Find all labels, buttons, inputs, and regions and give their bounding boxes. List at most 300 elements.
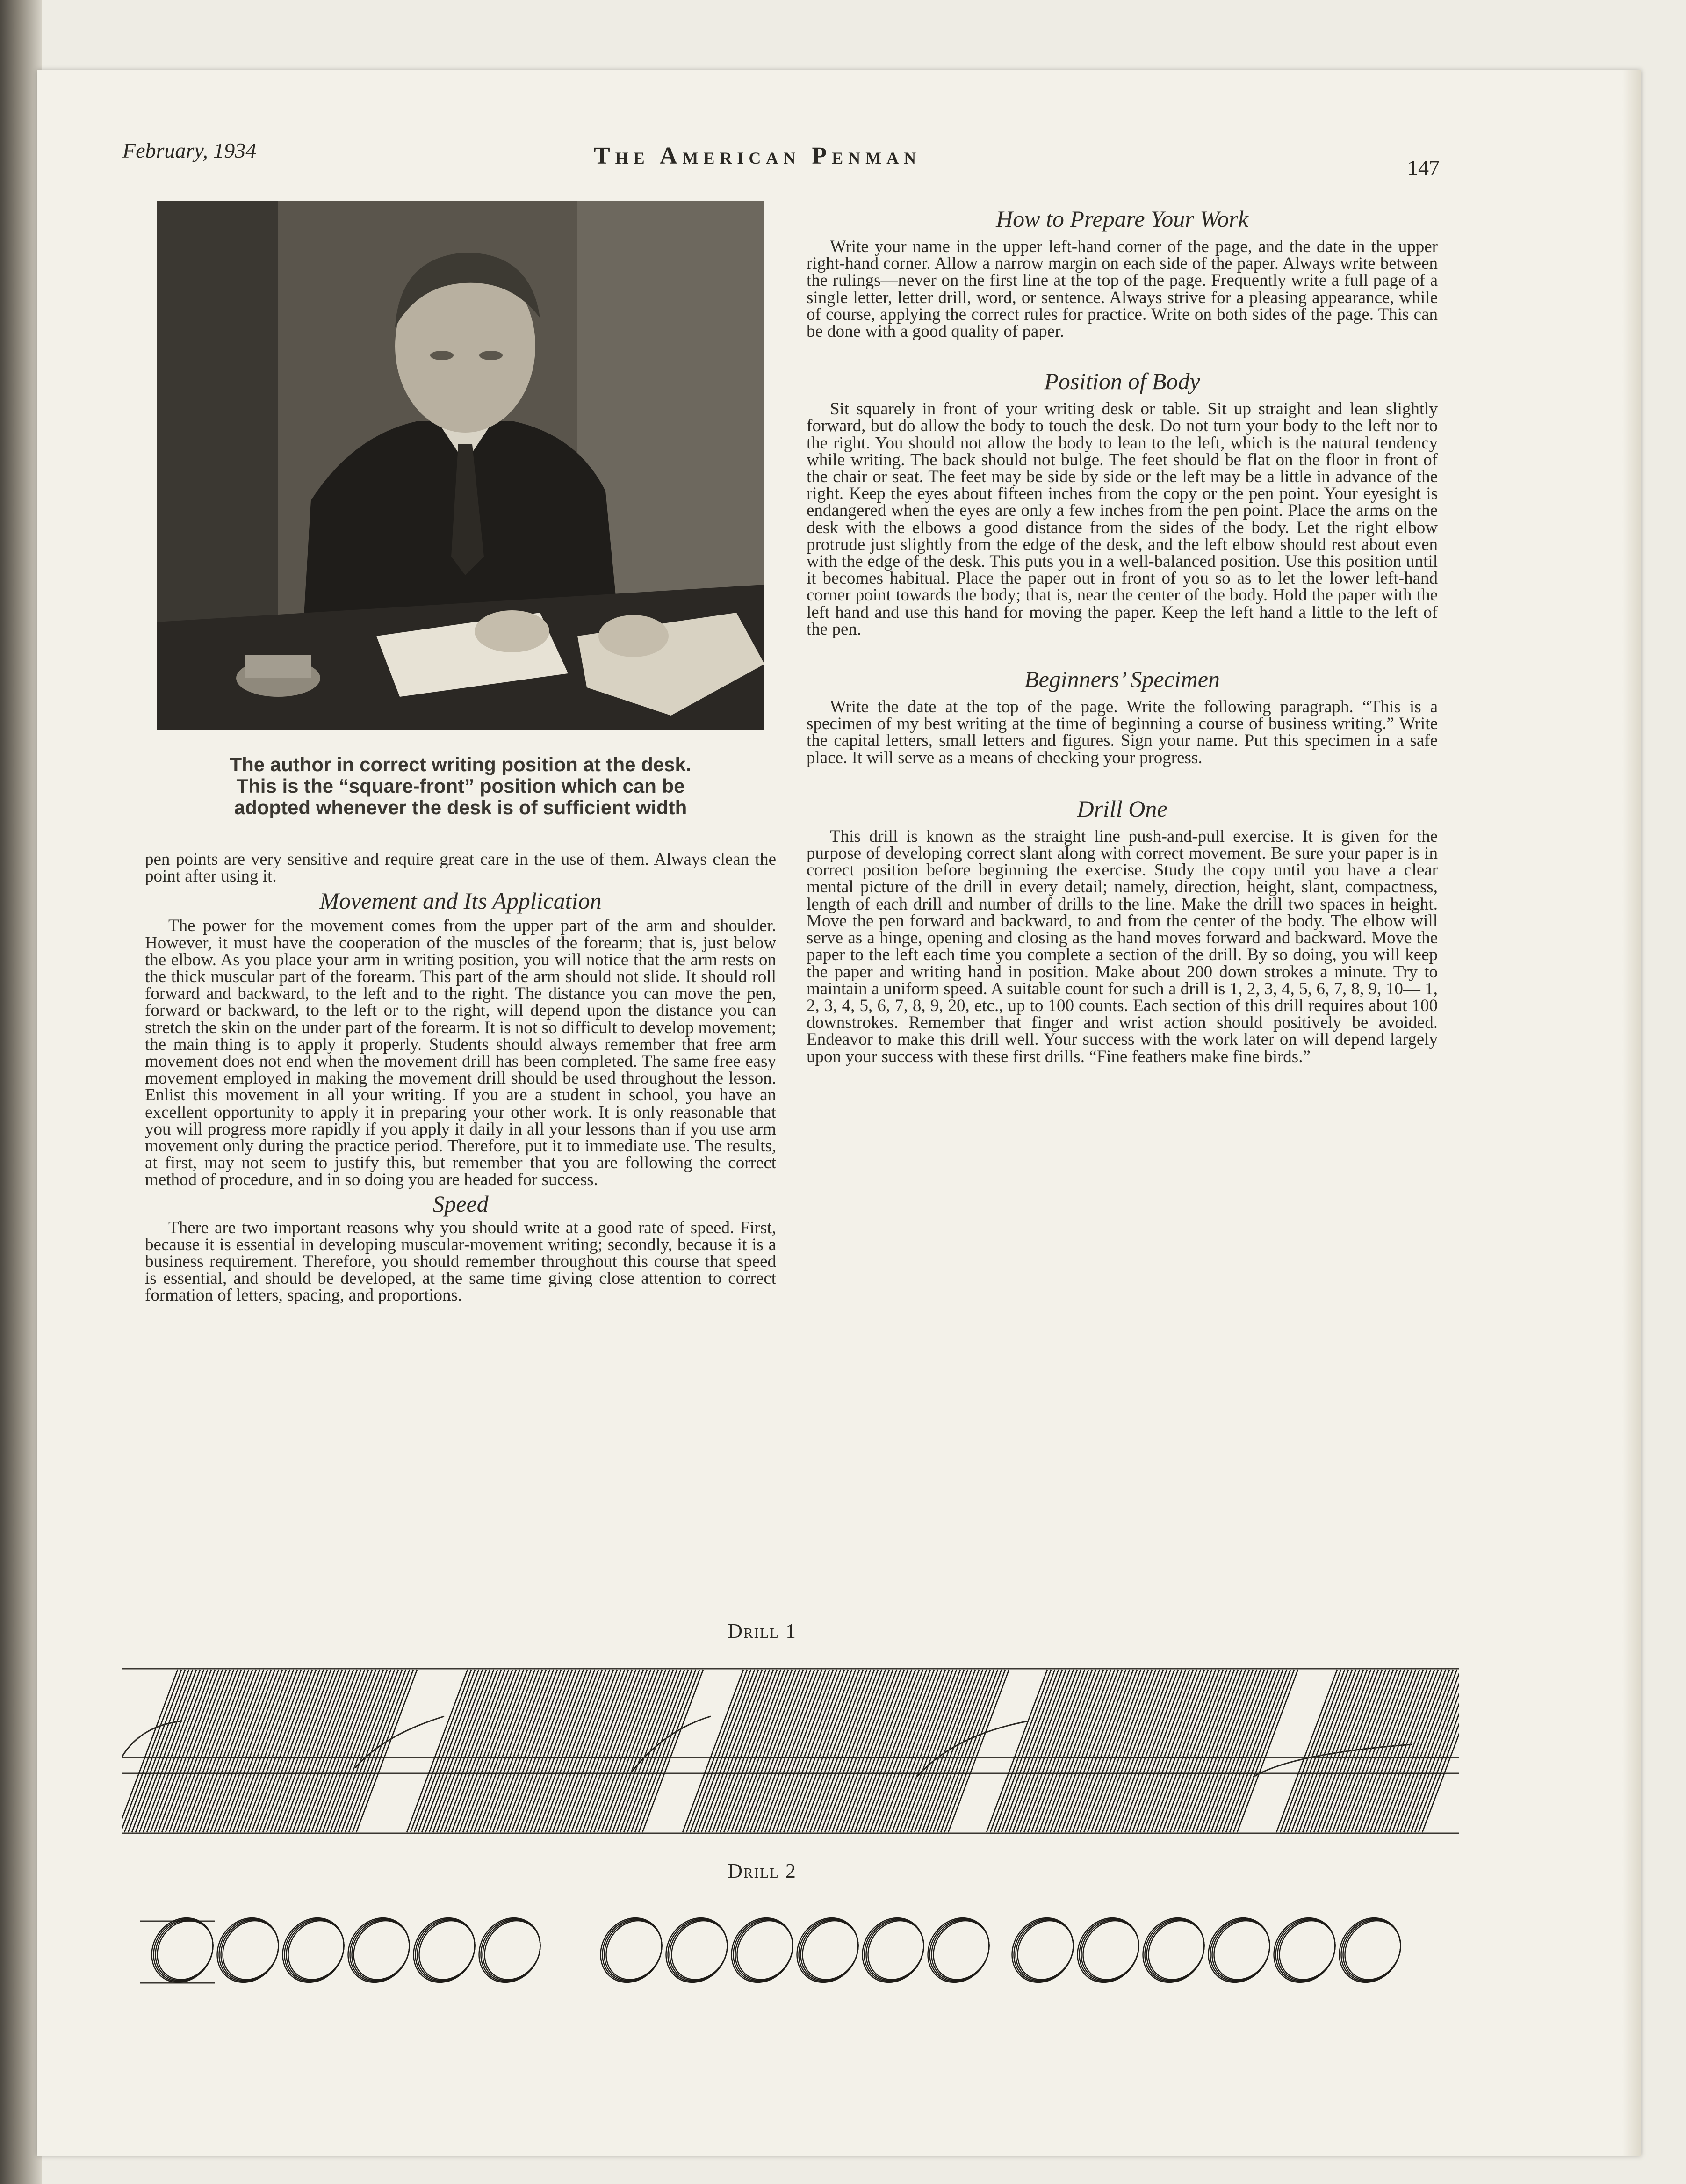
drill-stroke	[1110, 1670, 1171, 1832]
drill-stroke	[900, 1670, 960, 1832]
drill-stroke	[1005, 1670, 1066, 1832]
drill-stroke	[345, 1670, 406, 1832]
drill-stroke	[1192, 1670, 1253, 1832]
drill-stroke	[742, 1670, 803, 1832]
drill-stroke	[825, 1670, 886, 1832]
drill-stroke	[1303, 1670, 1363, 1832]
drill-stroke	[754, 1670, 814, 1832]
drill-stroke	[1211, 1670, 1272, 1832]
drill-stroke	[586, 1670, 647, 1832]
drill-stroke	[888, 1670, 949, 1832]
drill-stroke	[225, 1670, 286, 1832]
drill-stroke	[151, 1670, 211, 1832]
drill-stroke	[772, 1670, 833, 1832]
drill-stroke	[765, 1670, 826, 1832]
drill-stroke	[482, 1670, 542, 1832]
drill-stroke	[255, 1670, 316, 1832]
drill-stroke	[594, 1670, 655, 1832]
drill-oval	[1333, 1910, 1412, 1990]
drill-stroke	[136, 1670, 196, 1832]
drill-stroke	[609, 1670, 670, 1832]
drill-stroke	[478, 1670, 539, 1832]
drill-oval	[595, 1910, 673, 1990]
drill-stroke	[281, 1670, 342, 1832]
drill-stroke	[1129, 1670, 1189, 1832]
drill-stroke	[728, 1670, 788, 1832]
drill-stroke	[1144, 1670, 1204, 1832]
issue-date: February, 1934	[122, 138, 257, 162]
drill-stroke	[881, 1670, 942, 1832]
drill-stroke	[1114, 1670, 1174, 1832]
body-position-text: Sit squarely in front of your writing desk or table. Sit up straight and lean slightly forward, but do allow the body to touch the desk. Do not turn your body to the left nor to the right. You should not allow the body to lean to the left, which is the natural tendency while writing. The back should not bulge. The feet should be flat on the floor in front of the chair or seat. The feet may be side by side or the left may be a little in advance of the right. Keep the eyes about fifteen inches from the copy or the pen point. Your eyesight is endangered when the eyes are only a few inches from the pen point. Place the arms on the desk with the elbows a good distance from the sides of the body. Let the right elbow protrude just slightly from the edge of the desk, and the left elbow should rest about even with the edge of the desk. This puts you in a well-balanced position. Use this position until it becomes habitual. Place the paper out in front of you so as to let the lower left-hand corner point towards the body; that is, near the center of the body. Hold the paper with the left hand and use this hand for moving the paper. Keep the left hand a little to the left of the pen.	[807, 399, 1438, 639]
drill-stroke	[885, 1670, 945, 1832]
drill-stroke	[817, 1670, 878, 1832]
drill-stroke	[166, 1670, 226, 1832]
drill-stroke	[1080, 1670, 1141, 1832]
drill-stroke	[437, 1670, 497, 1832]
drill-stroke	[485, 1670, 546, 1832]
drill-stroke	[1084, 1670, 1145, 1832]
drill-stroke	[556, 1670, 617, 1832]
drill-stroke	[1136, 1670, 1197, 1832]
drill-stroke	[1196, 1670, 1257, 1832]
drill-stroke	[429, 1670, 490, 1832]
drill-stroke	[1002, 1670, 1062, 1832]
drill-stroke	[776, 1670, 837, 1832]
drill-stroke	[326, 1670, 387, 1832]
drill-stroke	[128, 1670, 189, 1832]
drill-1-exercise	[122, 1651, 1459, 1847]
drill-stroke	[270, 1670, 331, 1832]
drill-stroke	[1226, 1670, 1287, 1832]
drill-stroke	[1200, 1670, 1261, 1832]
speed-text: There are two important reasons why you should write at a good rate of speed. First, because it is essential in developing muscular-movement writing; secondly, because it is a business requirement. Therefore, you should remember throughout this course that speed is essential, and should be developed, at the same time giving close attention to correct formation of letters, spacing, and proportions.	[145, 1218, 776, 1305]
drill-stroke	[731, 1670, 792, 1832]
drill-stroke	[1102, 1670, 1163, 1832]
drill-stroke	[1125, 1670, 1186, 1832]
drill-stroke	[907, 1670, 968, 1832]
drill-stroke	[713, 1670, 773, 1832]
specimen-heading: Beginners’ Specimen	[1024, 666, 1220, 693]
page-number: 147	[1407, 156, 1440, 180]
drill-stroke	[605, 1670, 666, 1832]
drill-stroke	[504, 1670, 565, 1832]
drill-stroke	[1218, 1670, 1279, 1832]
drill-stroke	[915, 1670, 975, 1832]
drill-2-exercise	[131, 1880, 1431, 2002]
drill-stroke	[1088, 1670, 1148, 1832]
drill-stroke	[263, 1670, 324, 1832]
caption-line: adopted whenever the desk is of sufficient width	[234, 796, 687, 818]
drill-stroke	[1366, 1670, 1427, 1832]
drill-stroke	[1095, 1670, 1156, 1832]
drill-stroke	[761, 1670, 822, 1832]
prepare-text: Write your name in the upper left-hand corner of the page, and the date in the upper right-hand corner. Allow a narrow margin on each side of the paper. Always write between the rulings—never on the first line at the top of the page. Frequently write a full page of a single letter, letter drill, word, or sentence. Always strive for a pleasing appearance, while of course, applying the correct rules for practice. Write on both sides of the page. This can be done with a good quality of paper.	[807, 237, 1438, 341]
drill-stroke	[229, 1670, 290, 1832]
drill-stroke	[1065, 1670, 1126, 1832]
drill-stroke	[720, 1670, 781, 1832]
drill-stroke	[356, 1670, 417, 1832]
drill-stroke	[444, 1670, 505, 1832]
drill-stroke	[624, 1670, 684, 1832]
drill-stroke	[323, 1670, 383, 1832]
drill-stroke	[210, 1670, 271, 1832]
drill-stroke	[195, 1670, 256, 1832]
drill-stroke	[998, 1670, 1059, 1832]
drill-stroke	[1230, 1670, 1290, 1832]
drill-stroke	[1222, 1670, 1283, 1832]
specimen-text: Write the date at the top of the page. Write the following paragraph. “This is a specimen of my best writing at the time of beginning a course of business writing.” Write the capital letters, small letters and figures. Sign your name. Put this specimen in a safe place. It will serve as a means of checking your progress.	[807, 697, 1438, 767]
drill-stroke	[407, 1670, 468, 1832]
drill-stroke	[746, 1670, 807, 1832]
drill-one-heading: Drill One	[1077, 795, 1167, 822]
author-photo	[157, 201, 764, 730]
drill-stroke	[1329, 1670, 1390, 1832]
drill-stroke	[222, 1670, 282, 1832]
drill-stroke	[214, 1670, 275, 1832]
drill-stroke	[467, 1670, 527, 1832]
drill-stroke	[799, 1670, 859, 1832]
drill-oval	[1137, 1910, 1215, 1990]
drill-stroke	[1162, 1670, 1223, 1832]
drill-oval	[1072, 1910, 1150, 1990]
movement-text: The power for the movement comes from the upper part of the arm and shoulder. However, it must have the cooperation of the muscles of the forearm; that is, just below the elbow. As you place your arm in writing position, you will notice that the arm rests on the thick muscular part of the forearm. This part of the arm should not slide. It should roll forward and backward, to the left and to the right. The distance you can move the pen, forward or backward, to the left or to the right, will depend upon the distance you can stretch the skin on the under part of the forearm. It is not so difficult to develop movement; the main thing is to apply it properly. Students should always remember that free arm movement does not end when the movement drill has been completed. The same free easy movement employed in making the movement drill should be used throughout the lesson. Enlist this movement in all your writing. If you are a student in school, you have an excellent opportunity to apply it in preparing your other work. It is only reasonable that you will progress more rapidly if you apply it daily in all your lessons than if you use arm movement only during the practice period. Therefore, put it to immediate use. The results, at first, may not seem to justify this, but remember that you are following the correct method of procedure, and in so doing you are headed for success.	[145, 916, 776, 1190]
drill-oval	[726, 1910, 804, 1990]
drill-stroke	[1099, 1670, 1160, 1832]
drill-stroke	[489, 1670, 550, 1832]
drill-oval	[211, 1910, 289, 1990]
drill-stroke	[154, 1670, 215, 1832]
drill-stroke	[855, 1670, 915, 1832]
drill-stroke	[560, 1670, 621, 1832]
drill-stroke	[1151, 1670, 1212, 1832]
drill-oval	[1268, 1910, 1346, 1990]
drill-stroke	[1155, 1670, 1216, 1832]
speed-heading: Speed	[432, 1190, 489, 1217]
drill-stroke	[866, 1670, 927, 1832]
drill-stroke	[523, 1670, 584, 1832]
drill-stroke	[1061, 1670, 1122, 1832]
drill-stroke	[1333, 1670, 1393, 1832]
drill-stroke	[308, 1670, 368, 1832]
drill-stroke	[1028, 1670, 1088, 1832]
drill-1-strokes	[122, 1651, 1459, 1847]
drill-stroke	[1035, 1670, 1096, 1832]
drill-stroke	[139, 1670, 200, 1832]
drill-stroke	[452, 1670, 512, 1832]
drill-stroke	[418, 1670, 479, 1832]
drill-stroke	[512, 1670, 572, 1832]
drill-stroke	[705, 1670, 766, 1832]
drill-stroke	[806, 1670, 867, 1832]
drill-stroke	[851, 1670, 912, 1832]
drill-oval	[922, 1910, 1000, 1990]
drill-stroke	[579, 1670, 640, 1832]
drill-oval	[1006, 1910, 1084, 1990]
drill-stroke	[635, 1670, 696, 1832]
drill-stroke	[143, 1670, 204, 1832]
drill-stroke	[716, 1670, 777, 1832]
drill-stroke	[341, 1670, 402, 1832]
drill-stroke	[289, 1670, 350, 1832]
drill-stroke	[873, 1670, 934, 1832]
drill-stroke	[941, 1670, 1002, 1832]
drill-stroke	[293, 1670, 353, 1832]
drill-stroke	[122, 1670, 181, 1832]
drill-stroke	[1185, 1670, 1246, 1832]
drill-stroke	[1043, 1670, 1103, 1832]
drill-stroke	[843, 1670, 904, 1832]
drill-stroke	[769, 1670, 829, 1832]
drill-stroke	[1310, 1670, 1371, 1832]
drill-stroke	[530, 1670, 591, 1832]
drill-stroke	[1031, 1670, 1092, 1832]
drill-stroke	[1147, 1670, 1208, 1832]
drill-stroke	[612, 1670, 673, 1832]
drill-stroke	[1140, 1670, 1201, 1832]
drill-stroke	[158, 1670, 219, 1832]
drill-stroke	[780, 1670, 841, 1832]
drill-stroke	[207, 1670, 267, 1832]
drill-stroke	[199, 1670, 260, 1832]
drill-stroke	[124, 1670, 185, 1832]
drill-stroke	[1013, 1670, 1074, 1832]
drill-stroke	[735, 1670, 796, 1832]
drill-stroke	[177, 1670, 238, 1832]
drill-stroke	[709, 1670, 770, 1832]
drill-stroke	[526, 1670, 587, 1832]
drill-oval	[277, 1910, 355, 1990]
drill-stroke	[237, 1670, 297, 1832]
caption-line: This is the “square-front” position which can be	[236, 775, 685, 797]
drill-stroke	[304, 1670, 365, 1832]
drill-stroke	[784, 1670, 844, 1832]
drill-stroke	[829, 1670, 889, 1832]
drill-stroke	[814, 1670, 874, 1832]
drill-stroke	[922, 1670, 983, 1832]
drill-stroke	[810, 1670, 871, 1832]
body-position-heading: Position of Body	[1044, 368, 1200, 395]
drill-stroke	[1396, 1670, 1457, 1832]
drill-stroke	[575, 1670, 636, 1832]
drill-stroke	[244, 1670, 305, 1832]
drill-stroke	[1121, 1670, 1182, 1832]
right-column	[807, 206, 1438, 1065]
drill-stroke	[724, 1670, 785, 1832]
drill-stroke	[862, 1670, 923, 1832]
drill-stroke	[1024, 1670, 1085, 1832]
drill-stroke	[598, 1670, 658, 1832]
drill-stroke	[192, 1670, 252, 1832]
drill-stroke	[259, 1670, 320, 1832]
drill-stroke	[694, 1670, 755, 1832]
drill-stroke	[538, 1670, 598, 1832]
drill-stroke	[836, 1670, 897, 1832]
drill-stroke	[698, 1670, 758, 1832]
drill-stroke	[411, 1670, 471, 1832]
photo-caption	[157, 754, 764, 818]
drill-stroke	[832, 1670, 893, 1832]
drill-stroke	[683, 1670, 743, 1832]
drill-stroke	[474, 1670, 535, 1832]
drill-stroke	[1046, 1670, 1107, 1832]
drill-stroke	[1159, 1670, 1219, 1832]
drill-stroke	[929, 1670, 990, 1832]
drill-stroke	[252, 1670, 312, 1832]
drill-stroke	[311, 1670, 372, 1832]
drill-stroke	[686, 1670, 747, 1832]
drill-stroke	[1069, 1670, 1130, 1832]
drill-stroke	[1181, 1670, 1242, 1832]
drill-stroke	[319, 1670, 380, 1832]
drill-stroke	[795, 1670, 856, 1832]
drill-stroke	[433, 1670, 494, 1832]
drill-stroke	[470, 1670, 531, 1832]
drill-stroke	[349, 1670, 410, 1832]
drill-stroke	[877, 1670, 938, 1832]
drill-stroke	[1058, 1670, 1118, 1832]
drill-stroke	[1050, 1670, 1111, 1832]
drill-stroke	[750, 1670, 811, 1832]
drill-stroke	[440, 1670, 501, 1832]
drill-stroke	[184, 1670, 245, 1832]
drill-stroke	[169, 1670, 230, 1832]
drill-stroke	[534, 1670, 595, 1832]
drill-stroke	[1091, 1670, 1152, 1832]
drill-stroke	[422, 1670, 483, 1832]
drill-stroke	[233, 1670, 294, 1832]
drill-stroke	[933, 1670, 994, 1832]
drill-stroke	[1377, 1670, 1438, 1832]
drill-stroke	[568, 1670, 628, 1832]
drill-stroke	[218, 1670, 279, 1832]
drill-stroke	[1166, 1670, 1227, 1832]
drill-stroke	[639, 1670, 699, 1832]
drill-stroke	[1132, 1670, 1193, 1832]
intro-paragraph: pen points are very sensitive and require great care in the use of them. Always clean the point after using it.	[145, 850, 776, 886]
book-gutter-shadow	[0, 0, 42, 2184]
drill-stroke	[147, 1670, 208, 1832]
drill-stroke	[500, 1670, 561, 1832]
drill-stroke	[1325, 1670, 1386, 1832]
drill-stroke	[553, 1670, 613, 1832]
drill-stroke	[571, 1670, 632, 1832]
drill-stroke	[240, 1670, 301, 1832]
drill-stroke	[1009, 1670, 1070, 1832]
drill-stroke	[132, 1670, 193, 1832]
drill-stroke	[1351, 1670, 1412, 1832]
drill-stroke	[1347, 1670, 1408, 1832]
drill-stroke	[1381, 1670, 1442, 1832]
prepare-heading: How to Prepare Your Work	[996, 206, 1248, 232]
drill-stroke	[493, 1670, 554, 1832]
drill-stroke	[1076, 1670, 1137, 1832]
drill-stroke	[1170, 1670, 1231, 1832]
drill-oval	[791, 1910, 869, 1990]
drill-stroke	[188, 1670, 249, 1832]
drill-stroke	[459, 1670, 520, 1832]
drill-stroke	[1054, 1670, 1115, 1832]
drill-stroke	[1392, 1670, 1453, 1832]
drill-stroke	[1016, 1670, 1077, 1832]
drill-oval	[408, 1910, 486, 1990]
drill-stroke	[267, 1670, 327, 1832]
drill-stroke	[162, 1670, 223, 1832]
drill-stroke	[455, 1670, 516, 1832]
drill-stroke	[631, 1670, 692, 1832]
left-column	[145, 851, 776, 1304]
drill-stroke	[545, 1670, 606, 1832]
drill-stroke	[601, 1670, 662, 1832]
drill-stroke	[616, 1670, 677, 1832]
drill-oval	[1203, 1910, 1281, 1990]
drill-stroke	[1362, 1670, 1423, 1832]
drill-stroke	[285, 1670, 346, 1832]
drill-oval	[146, 1910, 224, 1990]
drill-stroke	[840, 1670, 901, 1832]
drill-stroke	[1106, 1670, 1167, 1832]
drill-stroke	[739, 1670, 800, 1832]
drill-stroke	[590, 1670, 651, 1832]
drill-stroke	[541, 1670, 602, 1832]
drill-stroke	[847, 1670, 908, 1832]
drill-stroke	[787, 1670, 848, 1832]
drill-stroke	[508, 1670, 569, 1832]
drill-stroke	[549, 1670, 610, 1832]
drill-oval	[660, 1910, 738, 1990]
drill-stroke	[1117, 1670, 1178, 1832]
drill-stroke	[791, 1670, 852, 1832]
drill-stroke	[892, 1670, 953, 1832]
drill-stroke	[627, 1670, 688, 1832]
drill-stroke	[937, 1670, 998, 1832]
drill-stroke	[1385, 1670, 1446, 1832]
drill-stroke	[300, 1670, 361, 1832]
drill-stroke	[274, 1670, 335, 1832]
drill-2-label: Drill 2	[728, 1859, 797, 1882]
drill-stroke	[338, 1670, 398, 1832]
drill-stroke	[1207, 1670, 1268, 1832]
drill-2-ovals	[131, 1880, 1431, 2002]
drill-stroke	[278, 1670, 339, 1832]
page-edge	[1622, 70, 1641, 2156]
drill-stroke	[1284, 1670, 1345, 1832]
drill-one-text: This drill is known as the straight line push-and-pull exercise. It is given for the purpose of developing correct slant along with correct movement. Be sure your paper is in correct position before beginning the exercise. Study the copy until you have a clear mental picture of the drill in every detail; namely, direction, height, slant, compactness, length of each drill and number of drills to the line. Make the drill two spaces in height. Move the pen forward and backward, to and from the center of the body. The elbow will serve as a hinge, opening and closing as the hand moves forward and backward. Move the paper to the left each time you complete a section of the drill. By so doing, you will keep the paper and writing hand in position. Make about 200 down strokes a minute. Try to maintain a uniform speed. A suitable count for such a drill is 1, 2, 3, 4, 5, 6, 7, 8, 9, 10— 1, 2, 3, 4, 5, 6, 7, 8, 9, 20, etc., up to 100 counts. Each section of this drill requires about 100 downstrokes. Remember that finger and wrist action should positively be avoided. Endeavor to make this drill well. Your success with the work later on will depend largely upon your success with these first drills. “Fine feathers make fine birds.”	[807, 826, 1438, 1066]
drill-stroke	[330, 1670, 391, 1832]
drill-stroke	[1177, 1670, 1238, 1832]
drill-stroke	[858, 1670, 919, 1832]
drill-stroke	[296, 1670, 357, 1832]
drill-stroke	[1203, 1670, 1264, 1832]
drill-stroke	[180, 1670, 241, 1832]
drill-stroke	[1073, 1670, 1133, 1832]
drill-stroke	[353, 1670, 413, 1832]
drill-stroke	[1189, 1670, 1249, 1832]
drill-stroke	[315, 1670, 376, 1832]
drill-stroke	[1288, 1670, 1348, 1832]
drill-oval	[473, 1910, 551, 1990]
author-photo-illustration	[157, 201, 764, 730]
magazine-title: The American Penman	[594, 143, 922, 169]
drill-stroke	[519, 1670, 580, 1832]
drill-stroke	[1291, 1670, 1352, 1832]
drill-stroke	[911, 1670, 972, 1832]
drill-stroke	[870, 1670, 930, 1832]
drill-stroke	[701, 1670, 762, 1832]
drill-stroke	[564, 1670, 625, 1832]
drill-stroke	[1215, 1670, 1275, 1832]
drill-stroke	[497, 1670, 557, 1832]
